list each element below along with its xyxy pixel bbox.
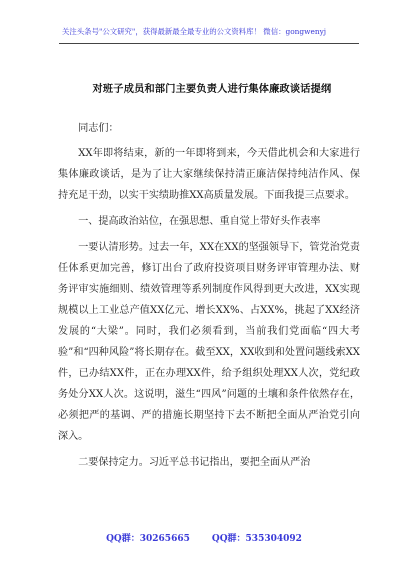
footer-contact — [0, 528, 408, 550]
body-paragraph: XX年即将结束，新的一年即将到来，今天借此机会和大家进行集体廉政谈话，是为了让大家继续保持清正廉洁保持纯洁作风、保持充足干劲，以实干实绩助推XX高质量发展。下面我提三点要求。 — [58, 148, 360, 201]
header-rule — [59, 43, 359, 44]
body-paragraph: 一要认清形势。过去一年，XX在XX的坚强领导下，管党治党责任体系更加完善，修订出台了政府投资项目财务评审管理办法、财务评审实施细则、绩效管理等系列制度作风得到更大改进，XX实现规模以上工业总产值XX亿元、增长XX%、占XX%，挑起了XX经济发展的“大梁”。同时，我们必须看到，当前我们党面临“四大考验”和“四种风险”将长期存在。截至XX，XX收到和处置问题线索XX件，已办结XX件，正在办理XX件，给予组织处理XX人次，党纪政务处分XX人次。这说明，滋生“四风”问题的土壤和条件依然存在，必须把严的基调、严的措施长期坚持下去不断把全面从严治党引向深入。 — [58, 242, 360, 442]
body-paragraph: 二要保持定力。习近平总书记指出，要把全面从严治 — [78, 457, 311, 468]
document-body — [58, 118, 360, 478]
footer-qq-group-1: QQ群：30265665 — [106, 534, 190, 544]
footer-qq-group-2: QQ群：535304092 — [211, 534, 302, 544]
header-banner: 关注头条号"公文研究"，获得最新最全最专业的公文资料库！ 微信：gongwenyj — [62, 27, 327, 36]
section-heading: 一、提高政治站位，在强思想、重自觉上带好头作表率 — [78, 216, 321, 227]
salutation: 同志们： — [78, 123, 119, 134]
document-title: 对班子成员和部门主要负责人进行集体廉政谈话提纲 — [92, 83, 332, 95]
